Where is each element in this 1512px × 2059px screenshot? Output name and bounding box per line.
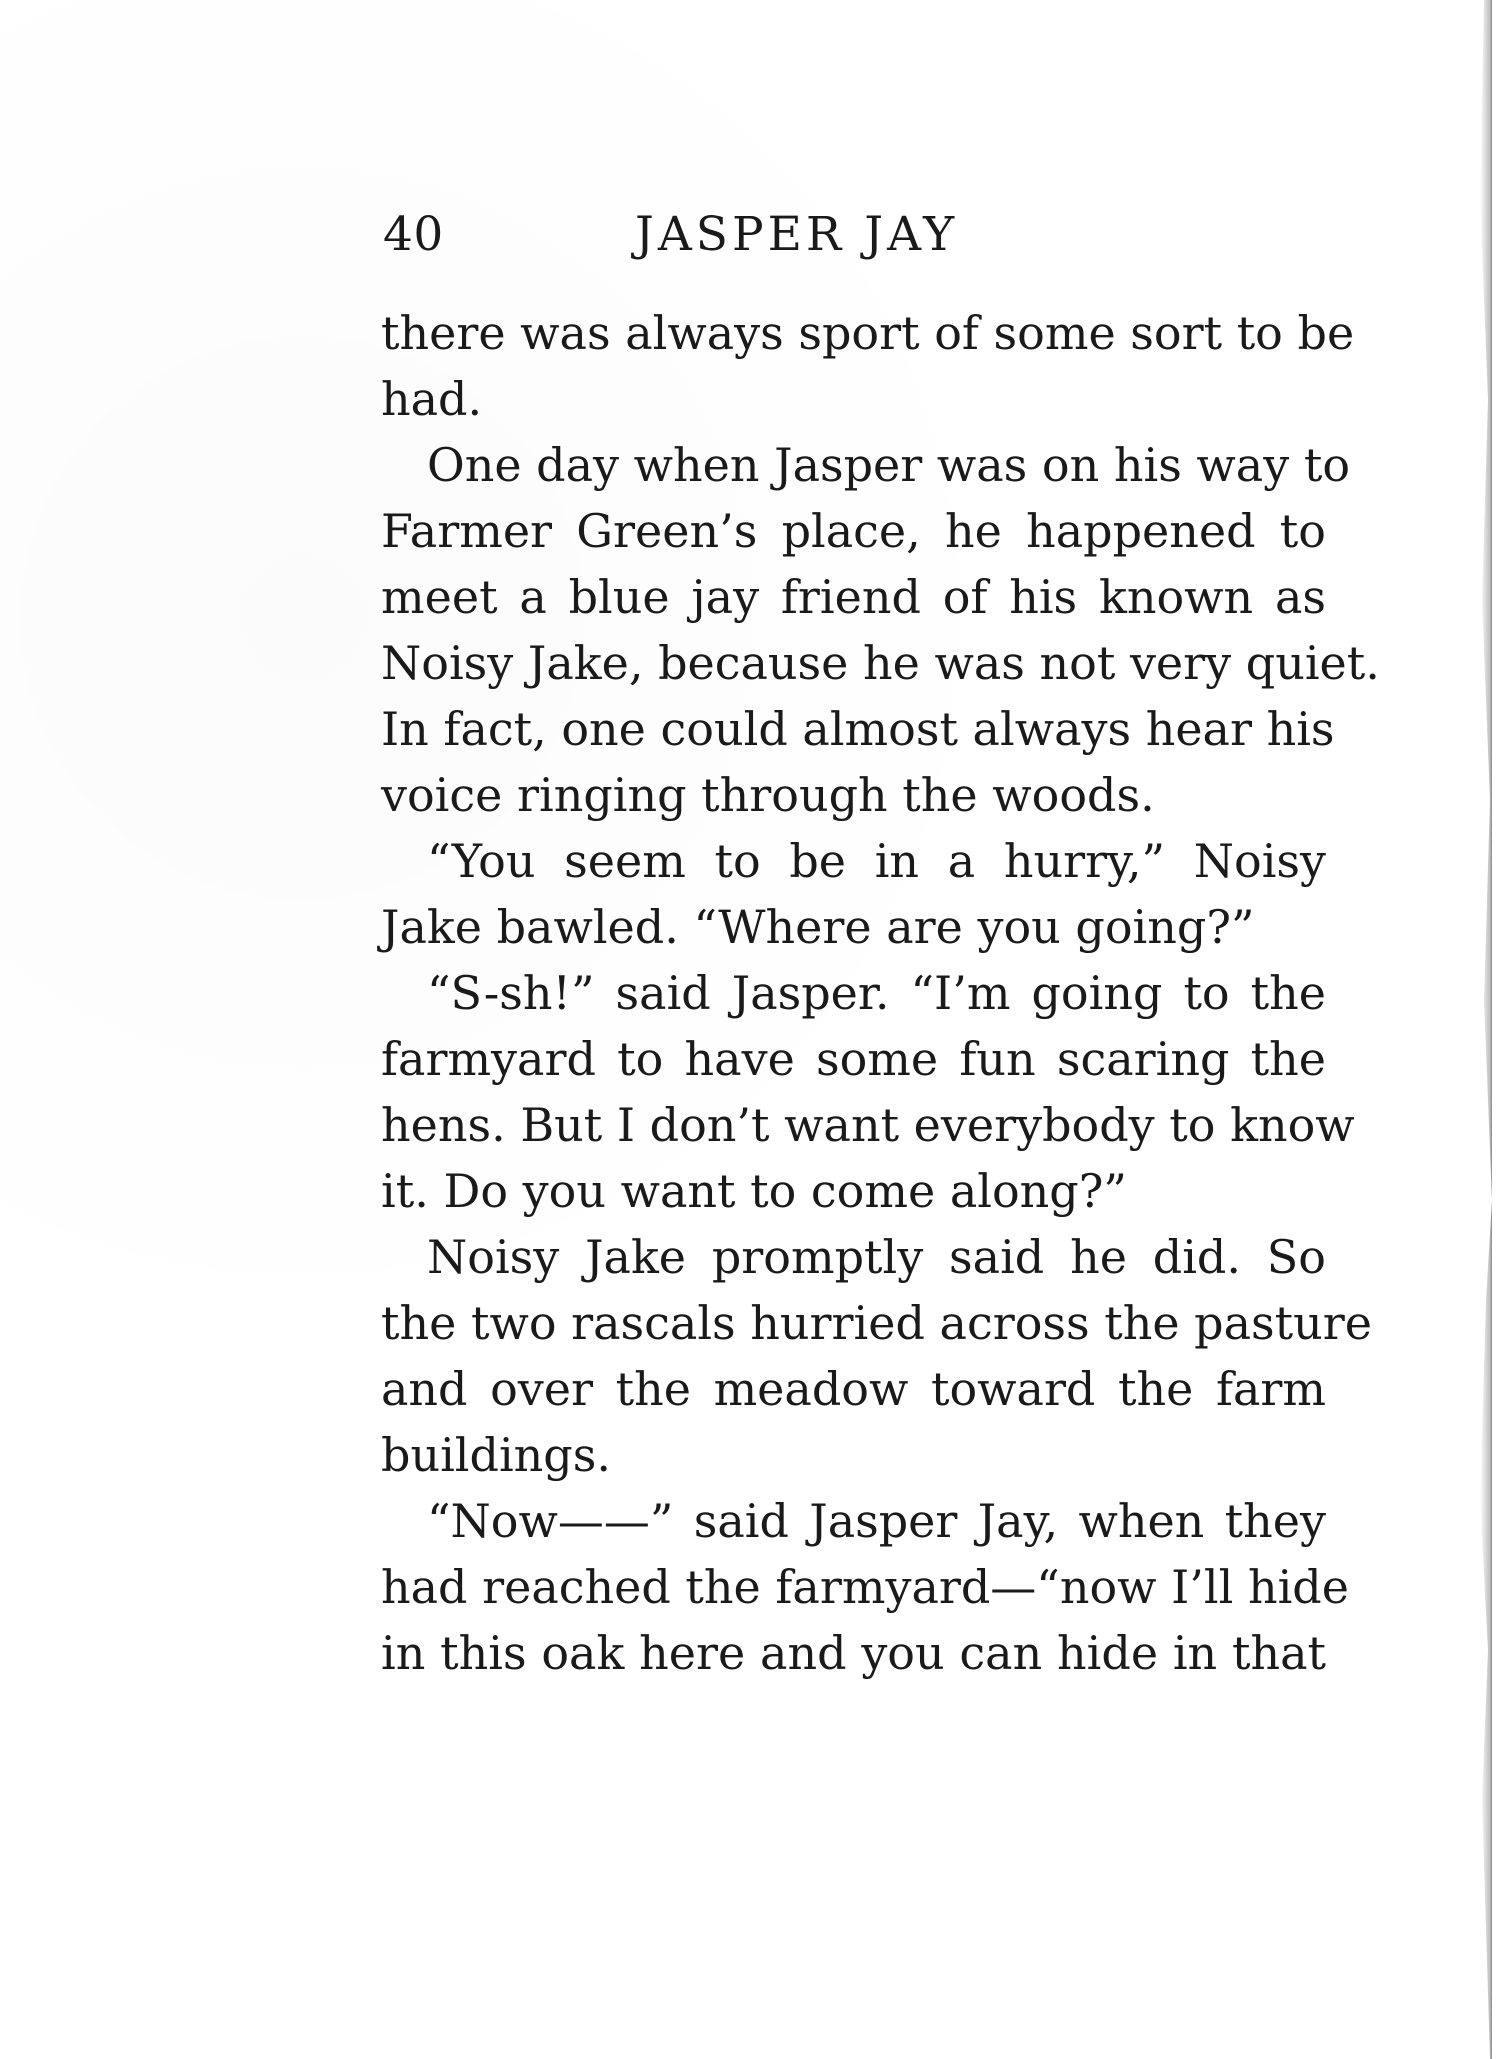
text-line: it. Do you want to come along?”: [381, 1164, 1127, 1218]
text-line: In fact, one could almost always hear his: [381, 702, 1335, 756]
text-line: “S-sh!” said Jasper. “I’m going to the: [427, 966, 1326, 1020]
text-line: meet a blue jay friend of his known as: [381, 570, 1326, 624]
running-head: [383, 200, 1328, 270]
text-line: there was always sport of some sort to be: [381, 306, 1355, 360]
text-line: the two rascals hurried across the pasture: [381, 1296, 1372, 1350]
text-line: had.: [381, 372, 483, 426]
text-line: farmyard to have some fun scaring the: [381, 1032, 1326, 1086]
text-line: hens. But I don’t want everybody to know: [381, 1098, 1355, 1152]
text-line: Noisy Jake promptly said he did. So: [427, 1230, 1326, 1284]
body-text: [381, 300, 1380, 1686]
text-line: had reached the farmyard—“now I’ll hide: [381, 1560, 1349, 1614]
text-line: “Now——” said Jasper Jay, when they: [427, 1494, 1326, 1548]
text-line: in this oak here and you can hide in that: [381, 1626, 1326, 1680]
text-line: Farmer Green’s place, he happened to: [381, 504, 1326, 558]
text-line: buildings.: [381, 1428, 611, 1482]
text-line: and over the meadow toward the farm: [381, 1362, 1326, 1416]
binding-edge-shadow: [1432, 0, 1512, 2059]
text-line: Jake bawled. “Where are you going?”: [381, 900, 1255, 954]
text-line: “You seem to be in a hurry,” Noisy: [427, 834, 1326, 888]
page-number: 40: [383, 207, 444, 262]
text-line: voice ringing through the woods.: [381, 768, 1155, 822]
text-line: Noisy Jake, because he was not very quiet.: [381, 636, 1380, 690]
text-line: One day when Jasper was on his way to: [427, 438, 1351, 492]
running-title: JASPER JAY: [635, 207, 959, 262]
